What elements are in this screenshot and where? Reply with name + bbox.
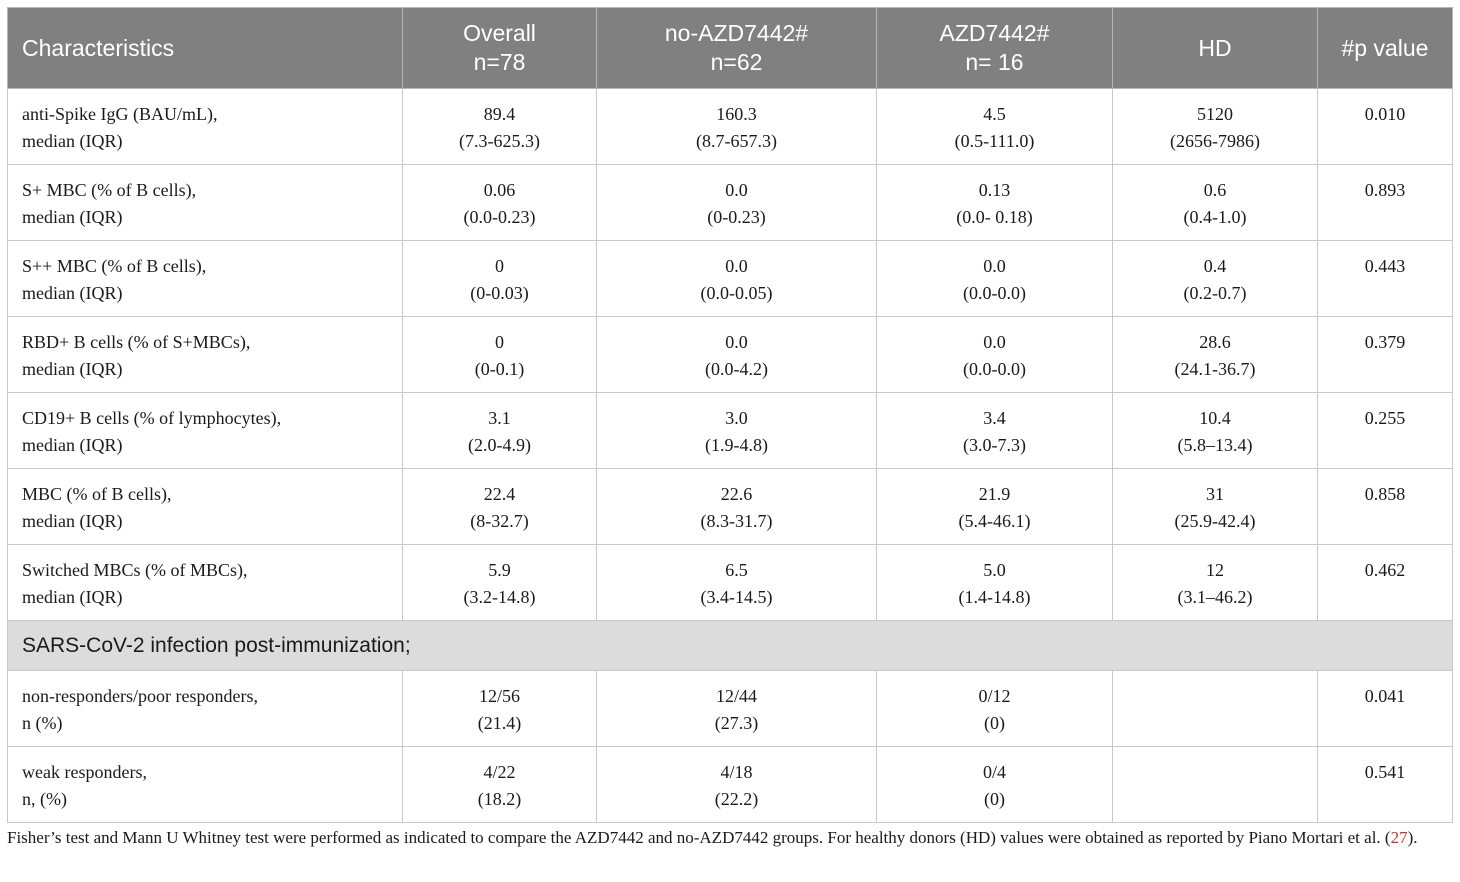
cell-azd-range: (0.5-111.0) bbox=[954, 131, 1035, 151]
cell-hd bbox=[1113, 469, 1318, 545]
cell-azd bbox=[877, 393, 1113, 469]
cell-p-value-text: 0.893 bbox=[1364, 180, 1406, 200]
cell-azd-value: 0/4 bbox=[982, 762, 1006, 782]
cell-hd bbox=[1113, 241, 1318, 317]
header-hd: HD bbox=[1113, 8, 1318, 89]
cell-overall bbox=[403, 317, 597, 393]
row-label bbox=[8, 241, 403, 317]
cell-no-azd bbox=[597, 317, 877, 393]
row-label bbox=[8, 393, 403, 469]
cell-no-azd-range: (0.0-4.2) bbox=[705, 359, 768, 379]
cell-overall bbox=[403, 545, 597, 621]
cell-no-azd-value: 12/44 bbox=[715, 686, 757, 706]
row-label bbox=[8, 747, 403, 823]
cell-no-azd-value: 0.0 bbox=[725, 180, 748, 200]
cell-p-value bbox=[1318, 241, 1453, 317]
row-label-line1: weak responders, bbox=[22, 762, 147, 782]
row-label-line1: S+ MBC (% of B cells), bbox=[22, 180, 197, 200]
cell-azd-range: (0.0- 0.18) bbox=[956, 207, 1033, 227]
cell-azd-value: 3.4 bbox=[983, 408, 1006, 428]
cell-overall-value: 0.06 bbox=[483, 180, 516, 200]
cell-overall bbox=[403, 747, 597, 823]
row-label bbox=[8, 317, 403, 393]
row-label-line2: median (IQR) bbox=[22, 207, 123, 227]
header-overall bbox=[403, 8, 597, 89]
cell-azd bbox=[877, 747, 1113, 823]
cell-azd-range: (0) bbox=[984, 789, 1005, 809]
cell-p-value bbox=[1318, 469, 1453, 545]
cell-hd bbox=[1113, 671, 1318, 747]
cell-azd bbox=[877, 545, 1113, 621]
cell-hd bbox=[1113, 747, 1318, 823]
cell-azd bbox=[877, 241, 1113, 317]
cell-no-azd-range: (1.9-4.8) bbox=[705, 435, 768, 455]
footnote-text-before: Fisher’s test and Mann U Whitney test were performed as indicated to compare the AZD7442 and no-AZD7442 groups. For healthy donors (HD) values were obtained as reported by Piano Mortari et al. ( bbox=[7, 828, 1391, 847]
cell-azd bbox=[877, 469, 1113, 545]
cell-azd-value: 4.5 bbox=[983, 104, 1006, 124]
cell-no-azd-value: 0.0 bbox=[725, 332, 748, 352]
header-azd-line2: n= 16 bbox=[965, 49, 1024, 75]
row-label-line2: n, (%) bbox=[22, 789, 67, 809]
row-label-line1: S++ MBC (% of B cells), bbox=[22, 256, 207, 276]
cell-no-azd bbox=[597, 393, 877, 469]
table-row bbox=[8, 317, 1453, 393]
row-label-line2: median (IQR) bbox=[22, 283, 123, 303]
table-row bbox=[8, 241, 1453, 317]
cell-no-azd-value: 6.5 bbox=[725, 560, 748, 580]
cell-no-azd-range: (27.3) bbox=[714, 713, 759, 733]
cell-p-value bbox=[1318, 393, 1453, 469]
row-label-line1: Switched MBCs (% of MBCs), bbox=[22, 560, 248, 580]
cell-no-azd-value: 0.0 bbox=[725, 256, 748, 276]
cell-hd-value: 0.4 bbox=[1203, 256, 1227, 276]
cell-overall-range: (7.3-625.3) bbox=[459, 131, 540, 151]
cell-overall-range: (18.2) bbox=[477, 789, 522, 809]
row-label-line2: median (IQR) bbox=[22, 511, 123, 531]
cell-azd bbox=[877, 671, 1113, 747]
cell-hd-range: (0.2-0.7) bbox=[1183, 283, 1247, 303]
row-label bbox=[8, 469, 403, 545]
table-row bbox=[8, 165, 1453, 241]
row-label-line1: anti-Spike IgG (BAU/mL), bbox=[22, 104, 218, 124]
cell-overall bbox=[403, 241, 597, 317]
cell-no-azd-value: 160.3 bbox=[716, 104, 757, 124]
table-body-main bbox=[8, 89, 1453, 621]
table-row bbox=[8, 469, 1453, 545]
cell-p-value-text: 0.541 bbox=[1364, 762, 1406, 782]
row-label-line2: median (IQR) bbox=[22, 587, 123, 607]
cell-overall-value: 3.1 bbox=[488, 408, 511, 428]
row-label-line2: median (IQR) bbox=[22, 435, 123, 455]
cell-no-azd-value: 3.0 bbox=[725, 408, 748, 428]
row-label-line1: MBC (% of B cells), bbox=[22, 484, 172, 504]
cell-azd-value: 0.0 bbox=[983, 256, 1006, 276]
cell-azd-value: 0.13 bbox=[978, 180, 1011, 200]
cell-no-azd-range: (8.7-657.3) bbox=[696, 131, 777, 151]
cell-p-value-text: 0.443 bbox=[1364, 256, 1406, 276]
cell-overall-range: (0-0.03) bbox=[470, 283, 529, 303]
cell-hd-value: 10.4 bbox=[1199, 408, 1231, 428]
cell-overall-range: (8-32.7) bbox=[470, 511, 529, 531]
cell-hd-range: (2656-7986) bbox=[1170, 131, 1260, 151]
header-overall-line2: n=78 bbox=[473, 49, 526, 75]
cell-no-azd-range: (22.2) bbox=[714, 789, 759, 809]
cell-no-azd-value: 22.6 bbox=[720, 484, 753, 504]
cell-overall bbox=[403, 89, 597, 165]
cell-p-value bbox=[1318, 89, 1453, 165]
table-row bbox=[8, 747, 1453, 823]
header-azd bbox=[877, 8, 1113, 89]
cell-hd bbox=[1113, 317, 1318, 393]
cell-overall-range: (21.4) bbox=[477, 713, 522, 733]
table-row bbox=[8, 393, 1453, 469]
cell-azd-range: (3.0-7.3) bbox=[963, 435, 1026, 455]
cell-hd-value: 0.6 bbox=[1203, 180, 1227, 200]
row-label bbox=[8, 545, 403, 621]
cell-overall-value: 4/22 bbox=[483, 762, 516, 782]
cell-azd-range: (5.4-46.1) bbox=[958, 511, 1031, 531]
cell-azd-value: 21.9 bbox=[978, 484, 1011, 504]
cell-azd-range: (0.0-0.0) bbox=[963, 283, 1026, 303]
cell-hd-range: (3.1–46.2) bbox=[1177, 587, 1253, 607]
cell-overall-value: 12/56 bbox=[478, 686, 520, 706]
cell-overall bbox=[403, 671, 597, 747]
cell-no-azd bbox=[597, 747, 877, 823]
cell-p-value-text: 0.858 bbox=[1364, 484, 1406, 504]
cell-azd bbox=[877, 89, 1113, 165]
row-label-line1: non-responders/poor responders, bbox=[22, 686, 258, 706]
cell-hd bbox=[1113, 89, 1318, 165]
cell-overall-range: (0.0-0.23) bbox=[463, 207, 536, 227]
cell-overall-value: 5.9 bbox=[488, 560, 511, 580]
header-overall-line1: Overall bbox=[463, 20, 536, 46]
table-row bbox=[8, 671, 1453, 747]
section-label: SARS-CoV-2 infection post-immunization; bbox=[8, 621, 1453, 671]
header-no-azd-line1: no-AZD7442# bbox=[664, 20, 809, 46]
characteristics-table bbox=[7, 7, 1453, 823]
cell-azd-value: 0.0 bbox=[983, 332, 1006, 352]
cell-overall bbox=[403, 469, 597, 545]
header-no-azd bbox=[597, 8, 877, 89]
cell-p-value bbox=[1318, 671, 1453, 747]
cell-overall bbox=[403, 165, 597, 241]
header-characteristics: Characteristics bbox=[8, 8, 403, 89]
row-label bbox=[8, 165, 403, 241]
row-label-line2: median (IQR) bbox=[22, 359, 123, 379]
table-row bbox=[8, 545, 1453, 621]
table-row bbox=[8, 89, 1453, 165]
cell-no-azd bbox=[597, 545, 877, 621]
cell-hd bbox=[1113, 545, 1318, 621]
cell-no-azd bbox=[597, 241, 877, 317]
cell-azd-range: (1.4-14.8) bbox=[958, 587, 1031, 607]
row-label-line1: CD19+ B cells (% of lymphocytes), bbox=[22, 408, 282, 428]
row-label-line1: RBD+ B cells (% of S+MBCs), bbox=[22, 332, 251, 352]
cell-overall-range: (0-0.1) bbox=[474, 359, 525, 379]
cell-azd bbox=[877, 165, 1113, 241]
row-label bbox=[8, 89, 403, 165]
cell-no-azd-range: (3.4-14.5) bbox=[700, 587, 773, 607]
cell-p-value-text: 0.255 bbox=[1364, 408, 1406, 428]
cell-no-azd bbox=[597, 89, 877, 165]
cell-p-value-text: 0.462 bbox=[1364, 560, 1406, 580]
cell-overall bbox=[403, 393, 597, 469]
cell-azd-range: (0.0-0.0) bbox=[963, 359, 1026, 379]
header-p-value: #p value bbox=[1318, 8, 1453, 89]
section-row bbox=[8, 621, 1453, 671]
header-azd-line1: AZD7442# bbox=[939, 20, 1050, 46]
cell-p-value bbox=[1318, 545, 1453, 621]
cell-hd-range: (25.9-42.4) bbox=[1174, 511, 1256, 531]
cell-hd-value: 12 bbox=[1206, 560, 1224, 580]
cell-azd bbox=[877, 317, 1113, 393]
cell-no-azd-range: (8.3-31.7) bbox=[700, 511, 773, 531]
row-label-line2: n (%) bbox=[22, 713, 63, 733]
cell-no-azd-range: (0.0-0.05) bbox=[700, 283, 773, 303]
cell-azd-range: (0) bbox=[984, 713, 1005, 733]
cell-hd-value: 5120 bbox=[1197, 104, 1233, 124]
cell-hd bbox=[1113, 393, 1318, 469]
cell-overall-value: 0 bbox=[495, 332, 504, 352]
cell-hd-range: (24.1-36.7) bbox=[1174, 359, 1256, 379]
cell-overall-range: (2.0-4.9) bbox=[468, 435, 531, 455]
cell-hd bbox=[1113, 165, 1318, 241]
cell-no-azd bbox=[597, 469, 877, 545]
footnote-reference-link[interactable]: 27 bbox=[1390, 828, 1408, 847]
cell-overall-value: 22.4 bbox=[483, 484, 516, 504]
cell-p-value-text: 0.041 bbox=[1364, 686, 1406, 706]
row-label-line2: median (IQR) bbox=[22, 131, 123, 151]
cell-overall-value: 89.4 bbox=[483, 104, 516, 124]
cell-azd-value: 0/12 bbox=[978, 686, 1011, 706]
cell-azd-value: 5.0 bbox=[983, 560, 1006, 580]
cell-p-value bbox=[1318, 747, 1453, 823]
cell-no-azd bbox=[597, 165, 877, 241]
cell-p-value-text: 0.379 bbox=[1364, 332, 1406, 352]
cell-p-value bbox=[1318, 165, 1453, 241]
cell-no-azd bbox=[597, 671, 877, 747]
header-no-azd-line2: n=62 bbox=[710, 49, 763, 75]
cell-hd-range: (5.8–13.4) bbox=[1177, 435, 1253, 455]
cell-p-value bbox=[1318, 317, 1453, 393]
footnote-text-after: ). bbox=[1407, 828, 1418, 847]
cell-overall-range: (3.2-14.8) bbox=[463, 587, 536, 607]
header-row bbox=[8, 8, 1453, 89]
table-body-section bbox=[8, 621, 1453, 671]
cell-no-azd-range: (0-0.23) bbox=[707, 207, 766, 227]
cell-hd-value: 28.6 bbox=[1199, 332, 1231, 352]
cell-hd-range: (0.4-1.0) bbox=[1183, 207, 1247, 227]
cell-hd-value: 31 bbox=[1206, 484, 1224, 504]
table-footnote bbox=[7, 826, 1455, 849]
table-body-infection bbox=[8, 671, 1453, 823]
cell-no-azd-value: 4/18 bbox=[720, 762, 753, 782]
cell-overall-value: 0 bbox=[495, 256, 504, 276]
cell-p-value-text: 0.010 bbox=[1364, 104, 1406, 124]
row-label bbox=[8, 671, 403, 747]
